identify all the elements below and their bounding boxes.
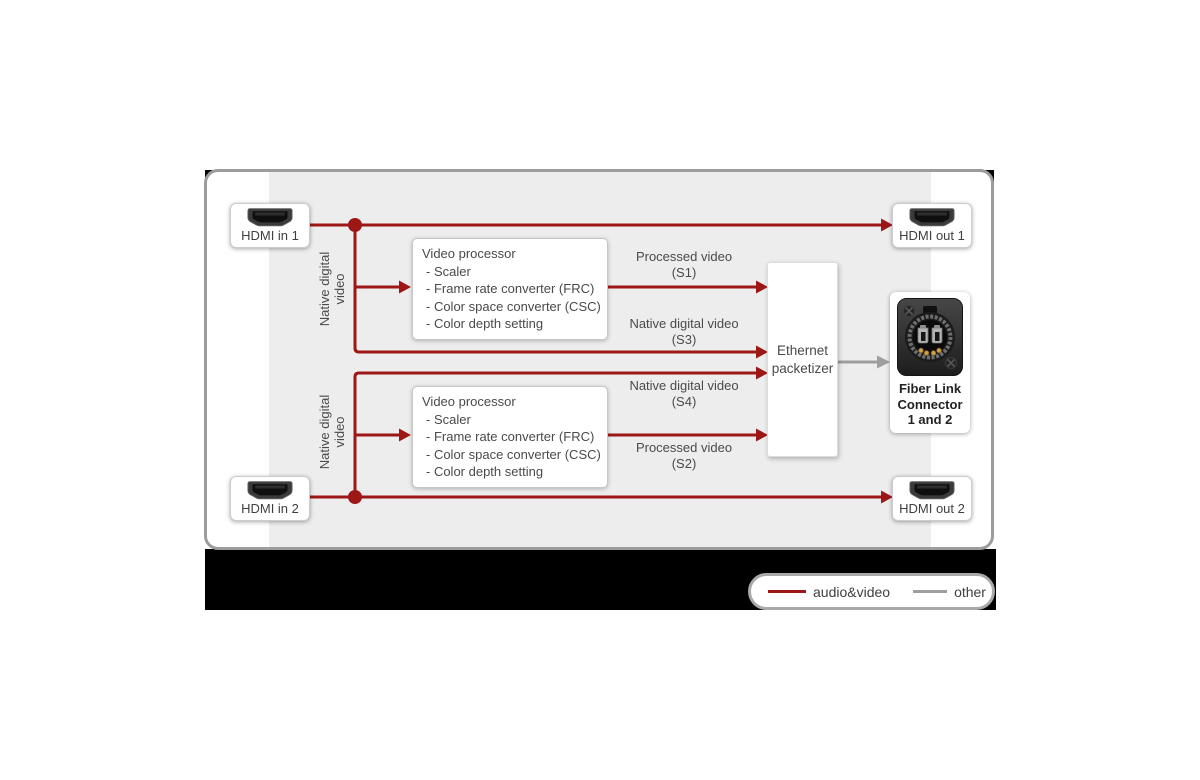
fiber-caption-line2: Connector [897, 396, 963, 412]
hdmi-in-1-label: HDMI in 1 [241, 228, 299, 243]
hdmi-connector-icon [247, 208, 293, 228]
fiber-link-connector-card [890, 292, 970, 433]
video-processor-1-title: Video processor [422, 246, 516, 261]
diagram-panel [204, 169, 994, 550]
ethernet-packetizer-box [767, 262, 838, 457]
vp1-item-frc: - Frame rate converter (FRC) [426, 281, 595, 296]
signal-s2-id: (S2) [671, 456, 697, 471]
signal-s3-name: Native digital video [629, 316, 739, 331]
signal-s4-name: Native digital video [629, 378, 739, 393]
signal-s1-name: Processed video [635, 249, 733, 264]
vp1-item-color-depth: - Color depth setting [426, 316, 544, 331]
legend-other-label: other [954, 583, 986, 600]
video-processor-1-box [412, 238, 608, 340]
hdmi-connector-icon [247, 481, 293, 501]
native-bottom-line2: video [332, 416, 347, 448]
signal-label-s2 [604, 440, 764, 472]
signal-s1-id: (S1) [671, 265, 697, 280]
legend [748, 573, 995, 610]
signal-label-s4 [604, 378, 764, 410]
native-top-line1: Native digital [317, 251, 332, 327]
signal-label-s3 [604, 316, 764, 348]
vp2-item-color-depth: - Color depth setting [426, 464, 544, 479]
signal-s2-name: Processed video [635, 440, 733, 455]
packetizer-label-line1: Ethernet [776, 342, 829, 358]
fiber-caption-line1: Fiber Link [898, 381, 962, 396]
packetizer-label-line2: packetizer [771, 360, 834, 376]
native-digital-video-label-bottom [317, 372, 349, 492]
legend-audio-video-label: audio&video [813, 583, 891, 600]
hdmi-in-1-box [230, 203, 310, 248]
signal-s3-id: (S3) [671, 332, 697, 347]
hdmi-connector-icon [909, 481, 955, 501]
hdmi-out-1-box [892, 203, 972, 248]
fiber-link-connector-photo [897, 298, 963, 376]
hdmi-out-2-label: HDMI out 2 [899, 501, 965, 516]
hdmi-in-2-label: HDMI in 2 [241, 501, 299, 516]
native-top-line2: video [332, 273, 347, 305]
video-processor-2-title: Video processor [422, 394, 516, 409]
signal-s4-id: (S4) [671, 394, 697, 409]
video-processor-2-box [412, 386, 608, 488]
hdmi-in-2-box [230, 476, 310, 521]
fiber-caption-line3: 1 and 2 [907, 412, 953, 427]
vp2-item-frc: - Frame rate converter (FRC) [426, 429, 595, 444]
fiber-link-connector-caption [898, 381, 963, 428]
vp2-item-scaler: - Scaler [426, 411, 471, 427]
native-digital-video-label-top [317, 229, 349, 349]
vp1-item-scaler: - Scaler [426, 263, 471, 279]
vp2-item-csc: - Color space converter (CSC) [426, 446, 601, 462]
signal-label-s1 [604, 249, 764, 281]
hdmi-connector-icon [909, 208, 955, 228]
native-bottom-line1: Native digital [317, 394, 332, 470]
hdmi-out-1-label: HDMI out 1 [899, 228, 965, 243]
legend-audio-video-swatch [768, 590, 806, 593]
vp1-item-csc: - Color space converter (CSC) [426, 298, 601, 314]
hdmi-out-2-box [892, 476, 972, 521]
legend-other-swatch [913, 590, 947, 593]
